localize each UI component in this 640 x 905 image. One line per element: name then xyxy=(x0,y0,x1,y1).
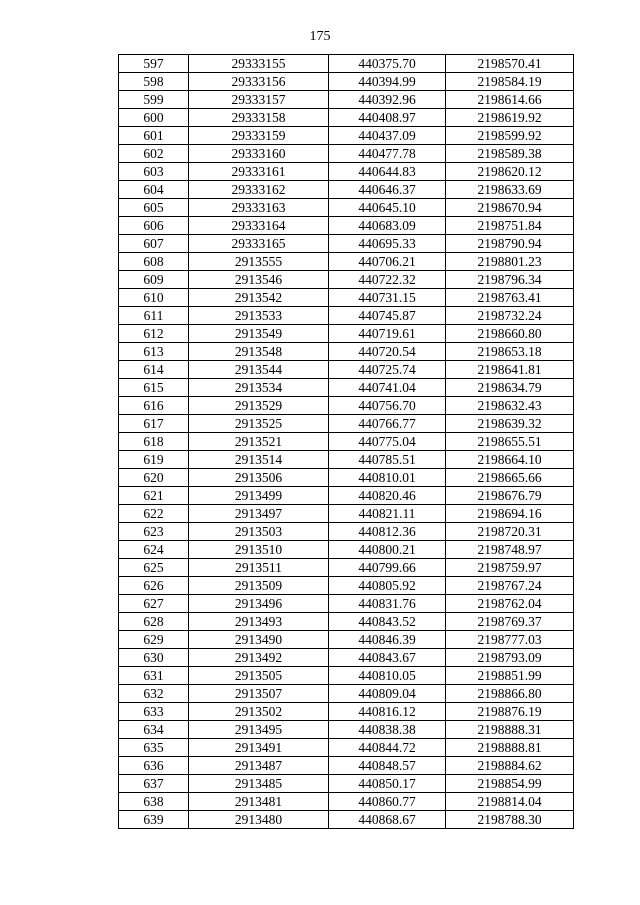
point-id-cell: 29333163 xyxy=(189,199,329,217)
x-coordinate-cell: 440725.74 xyxy=(329,361,446,379)
point-number-cell: 639 xyxy=(119,811,189,829)
point-number-cell: 605 xyxy=(119,199,189,217)
point-number-cell: 628 xyxy=(119,613,189,631)
x-coordinate-cell: 440838.38 xyxy=(329,721,446,739)
point-id-cell: 2913514 xyxy=(189,451,329,469)
x-coordinate-cell: 440843.52 xyxy=(329,613,446,631)
y-coordinate-cell: 2198619.92 xyxy=(446,109,574,127)
point-id-cell: 2913525 xyxy=(189,415,329,433)
table-row xyxy=(119,91,574,109)
point-number-cell: 616 xyxy=(119,397,189,415)
x-coordinate-cell: 440683.09 xyxy=(329,217,446,235)
x-coordinate-cell: 440731.15 xyxy=(329,289,446,307)
x-coordinate-cell: 440477.78 xyxy=(329,145,446,163)
x-coordinate-cell: 440745.87 xyxy=(329,307,446,325)
point-id-cell: 2913546 xyxy=(189,271,329,289)
point-id-cell: 29333160 xyxy=(189,145,329,163)
table-row xyxy=(119,793,574,811)
point-number-cell: 614 xyxy=(119,361,189,379)
table-row xyxy=(119,721,574,739)
point-id-cell: 2913533 xyxy=(189,307,329,325)
point-number-cell: 631 xyxy=(119,667,189,685)
point-number-cell: 613 xyxy=(119,343,189,361)
point-id-cell: 2913496 xyxy=(189,595,329,613)
table-row xyxy=(119,631,574,649)
y-coordinate-cell: 2198670.94 xyxy=(446,199,574,217)
table-row xyxy=(119,325,574,343)
point-id-cell: 2913510 xyxy=(189,541,329,559)
x-coordinate-cell: 440766.77 xyxy=(329,415,446,433)
y-coordinate-cell: 2198634.79 xyxy=(446,379,574,397)
x-coordinate-cell: 440392.96 xyxy=(329,91,446,109)
table-row xyxy=(119,559,574,577)
point-number-cell: 612 xyxy=(119,325,189,343)
y-coordinate-cell: 2198589.38 xyxy=(446,145,574,163)
point-number-cell: 615 xyxy=(119,379,189,397)
point-number-cell: 636 xyxy=(119,757,189,775)
table-row xyxy=(119,667,574,685)
x-coordinate-cell: 440722.32 xyxy=(329,271,446,289)
point-id-cell: 2913529 xyxy=(189,397,329,415)
point-id-cell: 29333164 xyxy=(189,217,329,235)
point-number-cell: 632 xyxy=(119,685,189,703)
point-number-cell: 635 xyxy=(119,739,189,757)
y-coordinate-cell: 2198660.80 xyxy=(446,325,574,343)
point-id-cell: 29333159 xyxy=(189,127,329,145)
y-coordinate-cell: 2198720.31 xyxy=(446,523,574,541)
point-id-cell: 29333156 xyxy=(189,73,329,91)
table-row xyxy=(119,541,574,559)
x-coordinate-cell: 440375.70 xyxy=(329,55,446,73)
coordinates-table xyxy=(118,54,574,829)
point-number-cell: 620 xyxy=(119,469,189,487)
point-number-cell: 633 xyxy=(119,703,189,721)
point-id-cell: 2913548 xyxy=(189,343,329,361)
point-id-cell: 2913480 xyxy=(189,811,329,829)
y-coordinate-cell: 2198777.03 xyxy=(446,631,574,649)
point-id-cell: 2913491 xyxy=(189,739,329,757)
point-number-cell: 600 xyxy=(119,109,189,127)
point-id-cell: 2913485 xyxy=(189,775,329,793)
point-id-cell: 2913544 xyxy=(189,361,329,379)
point-id-cell: 2913506 xyxy=(189,469,329,487)
coordinates-table-body xyxy=(119,55,574,829)
table-row xyxy=(119,685,574,703)
x-coordinate-cell: 440646.37 xyxy=(329,181,446,199)
point-id-cell: 2913481 xyxy=(189,793,329,811)
y-coordinate-cell: 2198620.12 xyxy=(446,163,574,181)
y-coordinate-cell: 2198801.23 xyxy=(446,253,574,271)
table-row xyxy=(119,73,574,91)
x-coordinate-cell: 440831.76 xyxy=(329,595,446,613)
table-row xyxy=(119,199,574,217)
y-coordinate-cell: 2198866.80 xyxy=(446,685,574,703)
point-number-cell: 623 xyxy=(119,523,189,541)
x-coordinate-cell: 440820.46 xyxy=(329,487,446,505)
point-id-cell: 2913487 xyxy=(189,757,329,775)
point-number-cell: 637 xyxy=(119,775,189,793)
x-coordinate-cell: 440720.54 xyxy=(329,343,446,361)
x-coordinate-cell: 440394.99 xyxy=(329,73,446,91)
point-number-cell: 617 xyxy=(119,415,189,433)
table-row xyxy=(119,289,574,307)
point-id-cell: 29333165 xyxy=(189,235,329,253)
x-coordinate-cell: 440775.04 xyxy=(329,433,446,451)
x-coordinate-cell: 440805.92 xyxy=(329,577,446,595)
table-row xyxy=(119,811,574,829)
point-id-cell: 2913502 xyxy=(189,703,329,721)
point-number-cell: 625 xyxy=(119,559,189,577)
x-coordinate-cell: 440719.61 xyxy=(329,325,446,343)
point-number-cell: 603 xyxy=(119,163,189,181)
table-row xyxy=(119,505,574,523)
table-row xyxy=(119,739,574,757)
table-row xyxy=(119,253,574,271)
point-id-cell: 2913549 xyxy=(189,325,329,343)
x-coordinate-cell: 440848.57 xyxy=(329,757,446,775)
table-row xyxy=(119,109,574,127)
table-row xyxy=(119,379,574,397)
point-id-cell: 2913495 xyxy=(189,721,329,739)
point-number-cell: 622 xyxy=(119,505,189,523)
point-number-cell: 598 xyxy=(119,73,189,91)
point-number-cell: 604 xyxy=(119,181,189,199)
table-row xyxy=(119,343,574,361)
point-number-cell: 626 xyxy=(119,577,189,595)
point-number-cell: 618 xyxy=(119,433,189,451)
point-id-cell: 2913511 xyxy=(189,559,329,577)
y-coordinate-cell: 2198767.24 xyxy=(446,577,574,595)
table-row xyxy=(119,235,574,253)
table-row xyxy=(119,451,574,469)
table-row xyxy=(119,127,574,145)
table-row xyxy=(119,307,574,325)
x-coordinate-cell: 440810.05 xyxy=(329,667,446,685)
point-id-cell: 2913507 xyxy=(189,685,329,703)
x-coordinate-cell: 440785.51 xyxy=(329,451,446,469)
table-row xyxy=(119,469,574,487)
x-coordinate-cell: 440860.77 xyxy=(329,793,446,811)
y-coordinate-cell: 2198584.19 xyxy=(446,73,574,91)
point-number-cell: 601 xyxy=(119,127,189,145)
x-coordinate-cell: 440810.01 xyxy=(329,469,446,487)
point-number-cell: 611 xyxy=(119,307,189,325)
point-id-cell: 2913542 xyxy=(189,289,329,307)
point-number-cell: 624 xyxy=(119,541,189,559)
point-number-cell: 619 xyxy=(119,451,189,469)
y-coordinate-cell: 2198851.99 xyxy=(446,667,574,685)
point-id-cell: 2913493 xyxy=(189,613,329,631)
y-coordinate-cell: 2198732.24 xyxy=(446,307,574,325)
y-coordinate-cell: 2198614.66 xyxy=(446,91,574,109)
x-coordinate-cell: 440706.21 xyxy=(329,253,446,271)
y-coordinate-cell: 2198570.41 xyxy=(446,55,574,73)
y-coordinate-cell: 2198876.19 xyxy=(446,703,574,721)
x-coordinate-cell: 440812.36 xyxy=(329,523,446,541)
x-coordinate-cell: 440816.12 xyxy=(329,703,446,721)
point-id-cell: 2913555 xyxy=(189,253,329,271)
point-number-cell: 597 xyxy=(119,55,189,73)
x-coordinate-cell: 440844.72 xyxy=(329,739,446,757)
table-row xyxy=(119,703,574,721)
table-row xyxy=(119,523,574,541)
table-row xyxy=(119,757,574,775)
table-row xyxy=(119,577,574,595)
point-number-cell: 599 xyxy=(119,91,189,109)
table-row xyxy=(119,55,574,73)
table-row xyxy=(119,649,574,667)
x-coordinate-cell: 440695.33 xyxy=(329,235,446,253)
x-coordinate-cell: 440868.67 xyxy=(329,811,446,829)
y-coordinate-cell: 2198759.97 xyxy=(446,559,574,577)
y-coordinate-cell: 2198655.51 xyxy=(446,433,574,451)
y-coordinate-cell: 2198888.31 xyxy=(446,721,574,739)
table-row xyxy=(119,217,574,235)
table-row xyxy=(119,487,574,505)
point-id-cell: 2913509 xyxy=(189,577,329,595)
point-number-cell: 610 xyxy=(119,289,189,307)
y-coordinate-cell: 2198763.41 xyxy=(446,289,574,307)
y-coordinate-cell: 2198748.97 xyxy=(446,541,574,559)
table-row xyxy=(119,613,574,631)
x-coordinate-cell: 440645.10 xyxy=(329,199,446,217)
y-coordinate-cell: 2198769.37 xyxy=(446,613,574,631)
table-row xyxy=(119,433,574,451)
y-coordinate-cell: 2198676.79 xyxy=(446,487,574,505)
x-coordinate-cell: 440821.11 xyxy=(329,505,446,523)
y-coordinate-cell: 2198854.99 xyxy=(446,775,574,793)
y-coordinate-cell: 2198884.62 xyxy=(446,757,574,775)
point-number-cell: 638 xyxy=(119,793,189,811)
point-number-cell: 630 xyxy=(119,649,189,667)
point-number-cell: 602 xyxy=(119,145,189,163)
point-number-cell: 607 xyxy=(119,235,189,253)
y-coordinate-cell: 2198653.18 xyxy=(446,343,574,361)
point-id-cell: 29333161 xyxy=(189,163,329,181)
point-number-cell: 621 xyxy=(119,487,189,505)
point-id-cell: 2913492 xyxy=(189,649,329,667)
point-number-cell: 634 xyxy=(119,721,189,739)
table-row xyxy=(119,595,574,613)
point-number-cell: 629 xyxy=(119,631,189,649)
point-id-cell: 2913503 xyxy=(189,523,329,541)
y-coordinate-cell: 2198788.30 xyxy=(446,811,574,829)
table-row xyxy=(119,163,574,181)
point-number-cell: 627 xyxy=(119,595,189,613)
y-coordinate-cell: 2198599.92 xyxy=(446,127,574,145)
y-coordinate-cell: 2198641.81 xyxy=(446,361,574,379)
y-coordinate-cell: 2198888.81 xyxy=(446,739,574,757)
table-row xyxy=(119,271,574,289)
y-coordinate-cell: 2198790.94 xyxy=(446,235,574,253)
y-coordinate-cell: 2198665.66 xyxy=(446,469,574,487)
table-row xyxy=(119,145,574,163)
y-coordinate-cell: 2198664.10 xyxy=(446,451,574,469)
x-coordinate-cell: 440799.66 xyxy=(329,559,446,577)
point-id-cell: 2913499 xyxy=(189,487,329,505)
y-coordinate-cell: 2198762.04 xyxy=(446,595,574,613)
x-coordinate-cell: 440756.70 xyxy=(329,397,446,415)
y-coordinate-cell: 2198632.43 xyxy=(446,397,574,415)
table-row xyxy=(119,361,574,379)
x-coordinate-cell: 440846.39 xyxy=(329,631,446,649)
point-id-cell: 2913521 xyxy=(189,433,329,451)
point-id-cell: 29333158 xyxy=(189,109,329,127)
point-number-cell: 609 xyxy=(119,271,189,289)
point-number-cell: 606 xyxy=(119,217,189,235)
point-id-cell: 29333157 xyxy=(189,91,329,109)
point-id-cell: 29333155 xyxy=(189,55,329,73)
point-id-cell: 2913505 xyxy=(189,667,329,685)
x-coordinate-cell: 440800.21 xyxy=(329,541,446,559)
point-id-cell: 2913497 xyxy=(189,505,329,523)
y-coordinate-cell: 2198793.09 xyxy=(446,649,574,667)
x-coordinate-cell: 440644.83 xyxy=(329,163,446,181)
point-id-cell: 2913490 xyxy=(189,631,329,649)
y-coordinate-cell: 2198633.69 xyxy=(446,181,574,199)
page-number: 175 xyxy=(309,29,331,44)
table-row xyxy=(119,775,574,793)
table-row xyxy=(119,415,574,433)
y-coordinate-cell: 2198796.34 xyxy=(446,271,574,289)
x-coordinate-cell: 440741.04 xyxy=(329,379,446,397)
table-row xyxy=(119,181,574,199)
table-row xyxy=(119,397,574,415)
point-number-cell: 608 xyxy=(119,253,189,271)
x-coordinate-cell: 440843.67 xyxy=(329,649,446,667)
y-coordinate-cell: 2198694.16 xyxy=(446,505,574,523)
point-id-cell: 2913534 xyxy=(189,379,329,397)
y-coordinate-cell: 2198751.84 xyxy=(446,217,574,235)
x-coordinate-cell: 440809.04 xyxy=(329,685,446,703)
x-coordinate-cell: 440408.97 xyxy=(329,109,446,127)
y-coordinate-cell: 2198814.04 xyxy=(446,793,574,811)
x-coordinate-cell: 440437.09 xyxy=(329,127,446,145)
point-id-cell: 29333162 xyxy=(189,181,329,199)
x-coordinate-cell: 440850.17 xyxy=(329,775,446,793)
y-coordinate-cell: 2198639.32 xyxy=(446,415,574,433)
